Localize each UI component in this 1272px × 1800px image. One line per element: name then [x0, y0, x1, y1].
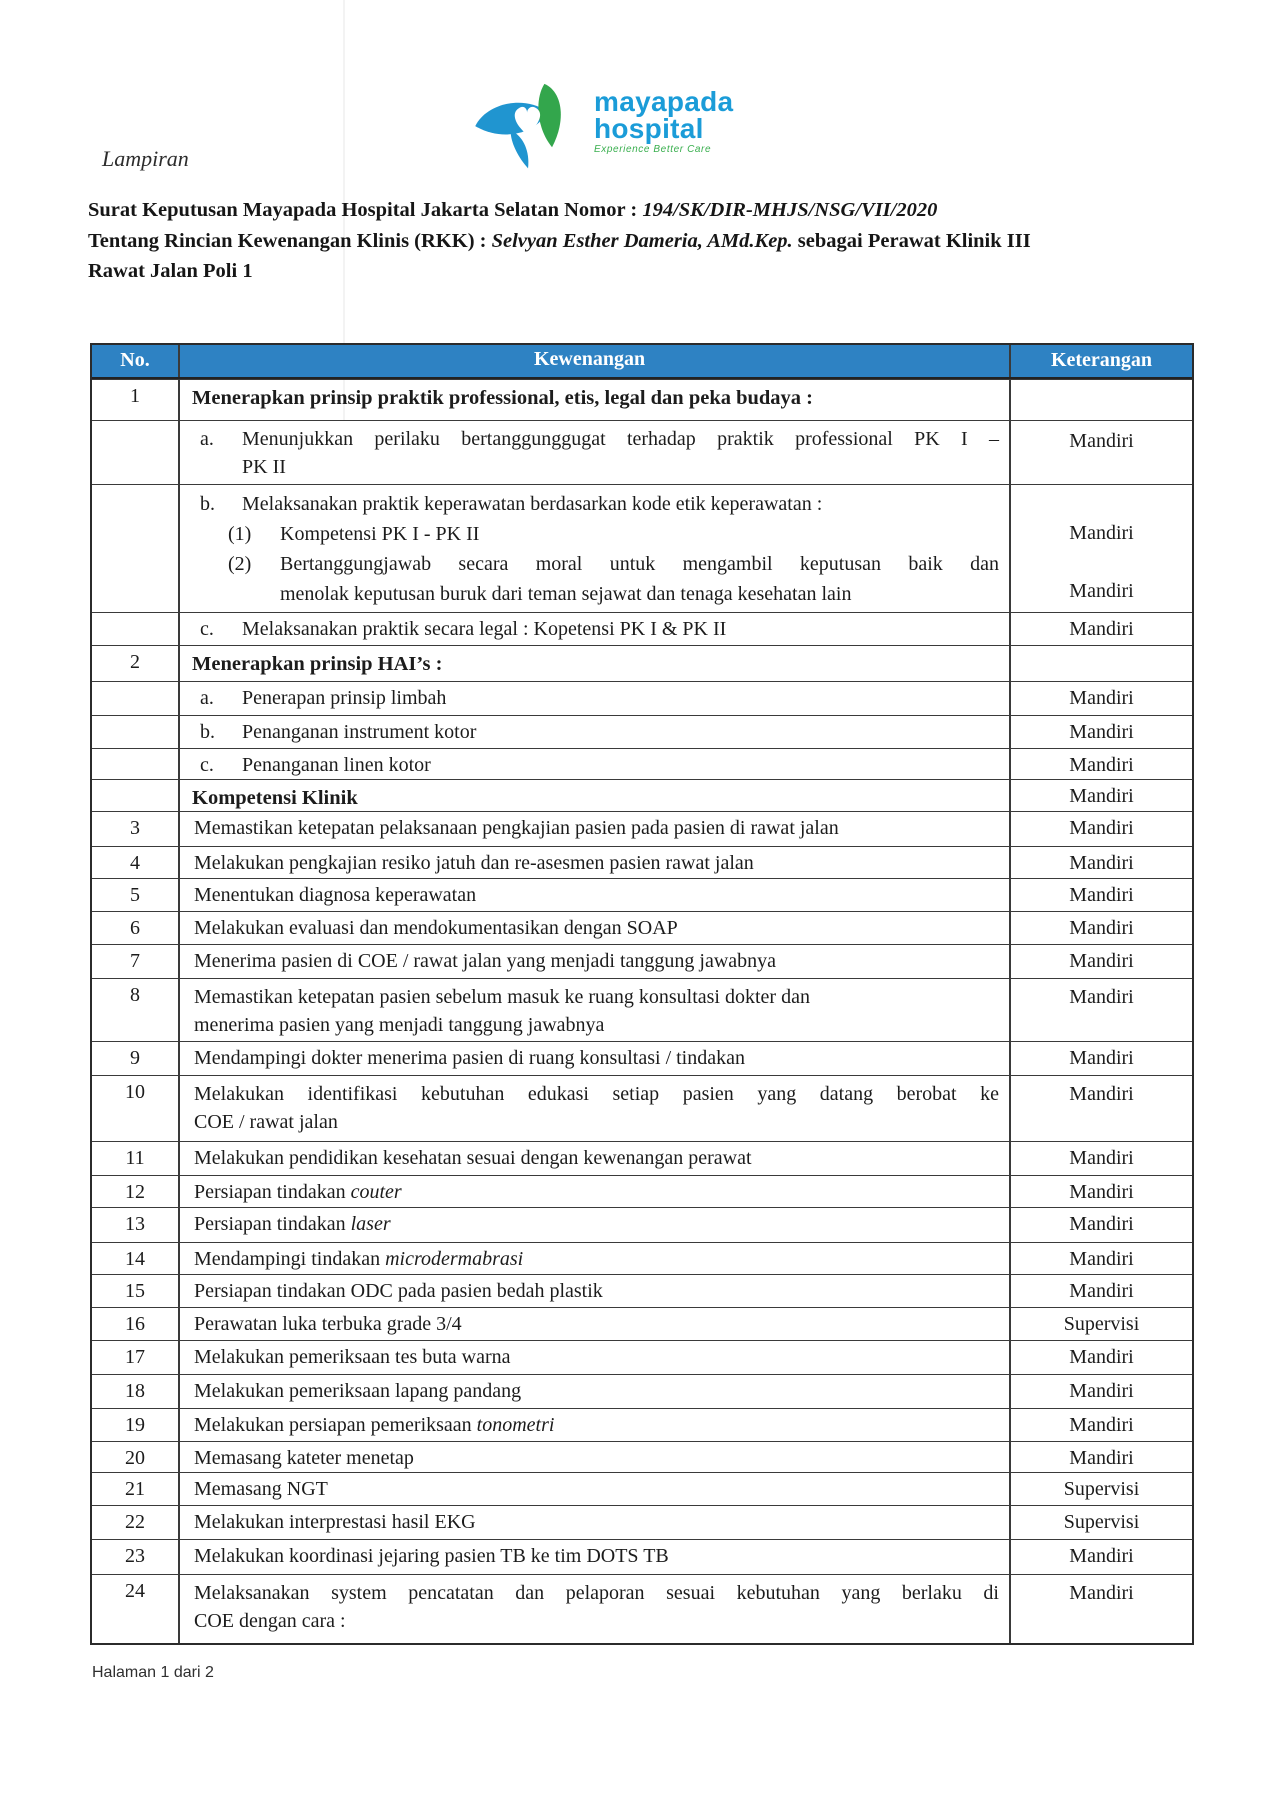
- table-row: [92, 911, 1192, 944]
- cell-kewenangan: [180, 1275, 1011, 1307]
- table-row: [92, 1539, 1192, 1574]
- cell-no: 7: [92, 945, 180, 978]
- keterangan-value: Mandiri: [1069, 817, 1134, 839]
- kewenangan-line: Melakukan pengkajian resiko jatuh dan re-asesmen pasien rawat jalan: [194, 852, 754, 874]
- cell-kewenangan: [180, 1042, 1011, 1075]
- cell-kewenangan: [180, 979, 1011, 1041]
- cell-keterangan: [1011, 812, 1192, 846]
- cell-kewenangan: [180, 421, 1011, 484]
- cell-keterangan: [1011, 682, 1192, 715]
- cell-kewenangan: [180, 1442, 1011, 1472]
- table-row: [92, 715, 1192, 748]
- cell-kewenangan: [180, 1243, 1011, 1274]
- kewenangan-line: Melakukan interprestasi hasil EKG: [194, 1511, 476, 1533]
- cell-kewenangan: [180, 945, 1011, 978]
- kewenangan-line: (1) Kompetensi PK I - PK II: [228, 523, 480, 545]
- cell-kewenangan: [180, 780, 1011, 811]
- cell-keterangan: [1011, 485, 1192, 612]
- table-row: [92, 1274, 1192, 1307]
- cell-kewenangan: [180, 646, 1011, 681]
- cell-no: 18: [92, 1375, 180, 1408]
- kewenangan-line: Memastikan ketepatan pelaksanaan pengkajian pasien pada pasien di rawat jalan: [194, 817, 839, 839]
- keterangan-value: Mandiri: [1069, 785, 1134, 807]
- cell-no: 4: [92, 847, 180, 878]
- cell-kewenangan: [180, 1473, 1011, 1505]
- cell-no: [92, 613, 180, 645]
- cell-no: [92, 485, 180, 612]
- cell-no: 15: [92, 1275, 180, 1307]
- kewenangan-line: Melakukan evaluasi dan mendokumentasikan dengan SOAP: [194, 917, 678, 939]
- cell-keterangan: [1011, 1208, 1192, 1242]
- cell-no: [92, 780, 180, 811]
- cell-no: 6: [92, 912, 180, 944]
- cell-kewenangan: [180, 1409, 1011, 1441]
- cell-kewenangan: [180, 1341, 1011, 1374]
- column-header-no: No.: [92, 345, 180, 377]
- table-row: [92, 1408, 1192, 1441]
- cell-keterangan: [1011, 613, 1192, 645]
- logo-tagline: Experience Better Care: [594, 144, 712, 155]
- keterangan-value: Mandiri: [1069, 1248, 1134, 1270]
- cell-keterangan: [1011, 945, 1192, 978]
- kewenangan-line: Memastikan ketepatan pasien sebelum masuk ke ruang konsultasi dokter dan: [194, 986, 810, 1008]
- cell-keterangan: [1011, 1142, 1192, 1175]
- keterangan-value: Mandiri: [1069, 1414, 1134, 1436]
- page-number: Halaman 1 dari 2: [92, 1664, 214, 1681]
- kewenangan-line: Memasang NGT: [194, 1478, 328, 1500]
- table-row: [92, 645, 1192, 681]
- keterangan-value: Supervisi: [1063, 1511, 1140, 1533]
- cell-keterangan: [1011, 1473, 1192, 1505]
- kewenangan-line: Persiapan tindakan laser: [194, 1213, 391, 1235]
- kewenangan-line: COE dengan cara :: [194, 1610, 346, 1632]
- cell-keterangan: [1011, 1275, 1192, 1307]
- kewenangan-line: Melakukan persiapan pemeriksaan tonometri: [194, 1414, 555, 1436]
- kewenangan-line: menolak keputusan buruk dari teman sejawat dan tenaga kesehatan lain: [280, 583, 852, 605]
- cell-no: [92, 421, 180, 484]
- kewenangan-line: c. Penanganan linen kotor: [200, 754, 431, 776]
- cell-no: 11: [92, 1142, 180, 1175]
- cell-no: 5: [92, 879, 180, 911]
- cell-keterangan: [1011, 847, 1192, 878]
- table-row: [92, 878, 1192, 911]
- cell-kewenangan: [180, 812, 1011, 846]
- cell-keterangan: [1011, 1176, 1192, 1207]
- keterangan-value: Supervisi: [1063, 1313, 1140, 1335]
- cell-keterangan: [1011, 1540, 1192, 1574]
- kewenangan-line: (2) Bertanggungjawab secara moral untuk mengambil keputusan baik dan: [228, 553, 999, 575]
- table-row: [92, 379, 1192, 420]
- kewenangan-line: Mendampingi tindakan microdermabrasi: [194, 1248, 524, 1270]
- kewenangan-line: Melakukan koordinasi jejaring pasien TB ke tim DOTS TB: [194, 1545, 669, 1567]
- keterangan-value: Mandiri: [1069, 430, 1134, 452]
- kewenangan-line: menerima pasien yang menjadi tanggung jawabnya: [194, 1014, 605, 1036]
- kewenangan-line: Melakukan pendidikan kesehatan sesuai dengan kewenangan perawat: [194, 1147, 752, 1169]
- cell-no: [92, 749, 180, 779]
- logo-name-line1: mayapada: [594, 86, 734, 117]
- document-title: [88, 195, 1194, 287]
- keterangan-value: Mandiri: [1069, 950, 1134, 972]
- kewenangan-line: COE / rawat jalan: [194, 1111, 338, 1133]
- cell-kewenangan: [180, 1076, 1011, 1141]
- cell-no: 9: [92, 1042, 180, 1075]
- kewenangan-line: Kompetensi Klinik: [192, 787, 358, 809]
- cell-no: 22: [92, 1506, 180, 1539]
- keterangan-value: Mandiri: [1069, 1447, 1134, 1469]
- cell-keterangan: [1011, 1575, 1192, 1643]
- keterangan-value: Mandiri: [1069, 754, 1134, 776]
- cell-kewenangan: [180, 912, 1011, 944]
- cell-kewenangan: [180, 716, 1011, 748]
- cell-no: 16: [92, 1308, 180, 1340]
- keterangan-value: Mandiri: [1069, 1346, 1134, 1368]
- table-row: [92, 1307, 1192, 1340]
- table-row: [92, 1207, 1192, 1242]
- table-row: [92, 1505, 1192, 1539]
- cell-no: 24: [92, 1575, 180, 1643]
- cell-kewenangan: [180, 1540, 1011, 1574]
- table-row: [92, 681, 1192, 715]
- kewenangan-line: Menerapkan prinsip HAI’s :: [192, 653, 443, 675]
- kewenangan-line: Melakukan pemeriksaan lapang pandang: [194, 1380, 522, 1402]
- cell-keterangan: [1011, 1409, 1192, 1441]
- keterangan-value: Mandiri: [1069, 1181, 1134, 1203]
- table-row: [92, 1374, 1192, 1408]
- keterangan-value: Mandiri: [1069, 986, 1134, 1008]
- keterangan-value: Mandiri: [1069, 1147, 1134, 1169]
- logo-name-line2: hospital: [594, 113, 704, 144]
- cell-kewenangan: [180, 485, 1011, 612]
- cell-kewenangan: [180, 682, 1011, 715]
- cell-keterangan: [1011, 879, 1192, 911]
- cell-no: 19: [92, 1409, 180, 1441]
- cell-no: 8: [92, 979, 180, 1041]
- kewenangan-line: Perawatan luka terbuka grade 3/4: [194, 1313, 462, 1335]
- cell-kewenangan: [180, 749, 1011, 779]
- cell-no: [92, 716, 180, 748]
- table-row: [92, 978, 1192, 1041]
- table-row: [92, 420, 1192, 484]
- kewenangan-line: b. Melaksanakan praktik keperawatan berdasarkan kode etik keperawatan :: [200, 493, 823, 515]
- title-line-3: Rawat Jalan Poli 1: [88, 260, 253, 282]
- table-row: [92, 944, 1192, 978]
- kewenangan-line: Melaksanakan system pencatatan dan pelaporan sesuai kebutuhan yang berlaku di: [194, 1582, 999, 1604]
- keterangan-value: Mandiri: [1069, 1582, 1134, 1604]
- column-header-keterangan: Keterangan: [1050, 349, 1153, 371]
- keterangan-value: Mandiri: [1069, 852, 1134, 874]
- cell-keterangan: [1011, 912, 1192, 944]
- cell-keterangan: [1011, 380, 1192, 420]
- table-row: [92, 846, 1192, 878]
- title-line-1: Surat Keputusan Mayapada Hospital Jakarta Selatan Nomor : 194/SK/DIR-MHJS/NSG/VII/2020: [88, 199, 938, 221]
- table-row: [92, 1441, 1192, 1472]
- cell-kewenangan: [180, 1575, 1011, 1643]
- cell-kewenangan: [180, 1375, 1011, 1408]
- cell-kewenangan: [180, 1208, 1011, 1242]
- cell-keterangan: [1011, 749, 1192, 779]
- cell-no: 17: [92, 1341, 180, 1374]
- logo-wordmark: [594, 88, 733, 155]
- cell-kewenangan: [180, 1308, 1011, 1340]
- table-row: [92, 811, 1192, 846]
- table-row: [92, 779, 1192, 811]
- cell-no: 21: [92, 1473, 180, 1505]
- kewenangan-line: a. Penerapan prinsip limbah: [200, 687, 447, 709]
- table-row: [92, 1075, 1192, 1141]
- cell-no: 20: [92, 1442, 180, 1472]
- keterangan-value: Mandiri: [1069, 1083, 1134, 1105]
- table-row: [92, 748, 1192, 779]
- cell-keterangan: [1011, 646, 1192, 681]
- keterangan-value: Mandiri: [1069, 522, 1134, 544]
- keterangan-value: Mandiri: [1069, 1545, 1134, 1567]
- cell-keterangan: [1011, 1243, 1192, 1274]
- cell-kewenangan: [180, 847, 1011, 878]
- table-row: [92, 1141, 1192, 1175]
- keterangan-value: Mandiri: [1069, 1380, 1134, 1402]
- column-header-kewenangan: Kewenangan: [180, 345, 1011, 377]
- kewenangan-line: Melakukan identifikasi kebutuhan edukasi setiap pasien yang datang berobat ke: [194, 1083, 999, 1105]
- lampiran-label: Lampiran: [102, 146, 189, 171]
- cell-keterangan: [1011, 780, 1192, 811]
- cell-keterangan: [1011, 1375, 1192, 1408]
- kewenangan-line: Persiapan tindakan couter: [194, 1181, 402, 1203]
- kewenangan-line: Menentukan diagnosa keperawatan: [194, 884, 477, 906]
- table-row: [92, 1472, 1192, 1505]
- keterangan-value: Mandiri: [1069, 1047, 1134, 1069]
- table-row: [92, 1041, 1192, 1075]
- cell-keterangan: [1011, 1076, 1192, 1141]
- cell-kewenangan: [180, 1506, 1011, 1539]
- keterangan-value: Mandiri: [1069, 884, 1134, 906]
- cell-keterangan: [1011, 716, 1192, 748]
- table-row: [92, 612, 1192, 645]
- kewenangan-line: Menerapkan prinsip praktik professional, etis, legal dan peka budaya :: [192, 387, 813, 409]
- keterangan-value: Mandiri: [1069, 1213, 1134, 1235]
- keterangan-value: Mandiri: [1069, 618, 1134, 640]
- cell-no: 23: [92, 1540, 180, 1574]
- kewenangan-line: Melakukan pemeriksaan tes buta warna: [194, 1346, 511, 1368]
- table-row: [92, 1242, 1192, 1274]
- cell-no: 1: [92, 380, 180, 420]
- cell-kewenangan: [180, 879, 1011, 911]
- table-header-row: [92, 345, 1192, 379]
- cell-no: [92, 682, 180, 715]
- keterangan-value: Mandiri: [1069, 721, 1134, 743]
- cell-keterangan: [1011, 1506, 1192, 1539]
- kewenangan-line: PK II: [242, 456, 286, 478]
- kewenangan-line: a. Menunjukkan perilaku bertanggunggugat terhadap praktik professional PK I –: [200, 428, 999, 450]
- cell-keterangan: [1011, 1442, 1192, 1472]
- mayapada-bird-icon: [470, 80, 588, 176]
- kewenangan-line: Menerima pasien di COE / rawat jalan yang menjadi tanggung jawabnya: [194, 950, 777, 972]
- cell-no: 12: [92, 1176, 180, 1207]
- cell-kewenangan: [180, 380, 1011, 420]
- cell-no: 14: [92, 1243, 180, 1274]
- kewenangan-table: [90, 343, 1194, 1645]
- kewenangan-line: Memasang kateter menetap: [194, 1447, 414, 1469]
- keterangan-value: Mandiri: [1069, 580, 1134, 602]
- kewenangan-line: Persiapan tindakan ODC pada pasien bedah plastik: [194, 1280, 603, 1302]
- table-row: [92, 1574, 1192, 1643]
- table-row: [92, 1175, 1192, 1207]
- kewenangan-line: c. Melaksanakan praktik secara legal : Kopetensi PK I & PK II: [200, 618, 727, 640]
- cell-keterangan: [1011, 421, 1192, 484]
- keterangan-value: Mandiri: [1069, 917, 1134, 939]
- keterangan-value: Mandiri: [1069, 1280, 1134, 1302]
- kewenangan-line: b. Penanganan instrument kotor: [200, 721, 477, 743]
- cell-keterangan: [1011, 1341, 1192, 1374]
- cell-keterangan: [1011, 979, 1192, 1041]
- cell-kewenangan: [180, 613, 1011, 645]
- cell-kewenangan: [180, 1142, 1011, 1175]
- table-row: [92, 484, 1192, 612]
- cell-kewenangan: [180, 1176, 1011, 1207]
- table-row: [92, 1340, 1192, 1374]
- keterangan-value: Mandiri: [1069, 687, 1134, 709]
- cell-keterangan: [1011, 1308, 1192, 1340]
- cell-no: 13: [92, 1208, 180, 1242]
- cell-keterangan: [1011, 1042, 1192, 1075]
- hospital-logo: [470, 80, 733, 176]
- title-line-2: Tentang Rincian Kewenangan Klinis (RKK) : Selvyan Esther Dameria, AMd.Kep. sebagai Perawat Klinik III: [88, 229, 1031, 252]
- cell-no: 3: [92, 812, 180, 846]
- kewenangan-line: Mendampingi dokter menerima pasien di ruang konsultasi / tindakan: [194, 1047, 745, 1069]
- keterangan-value: Supervisi: [1063, 1478, 1140, 1500]
- cell-no: 2: [92, 646, 180, 681]
- cell-no: 10: [92, 1076, 180, 1141]
